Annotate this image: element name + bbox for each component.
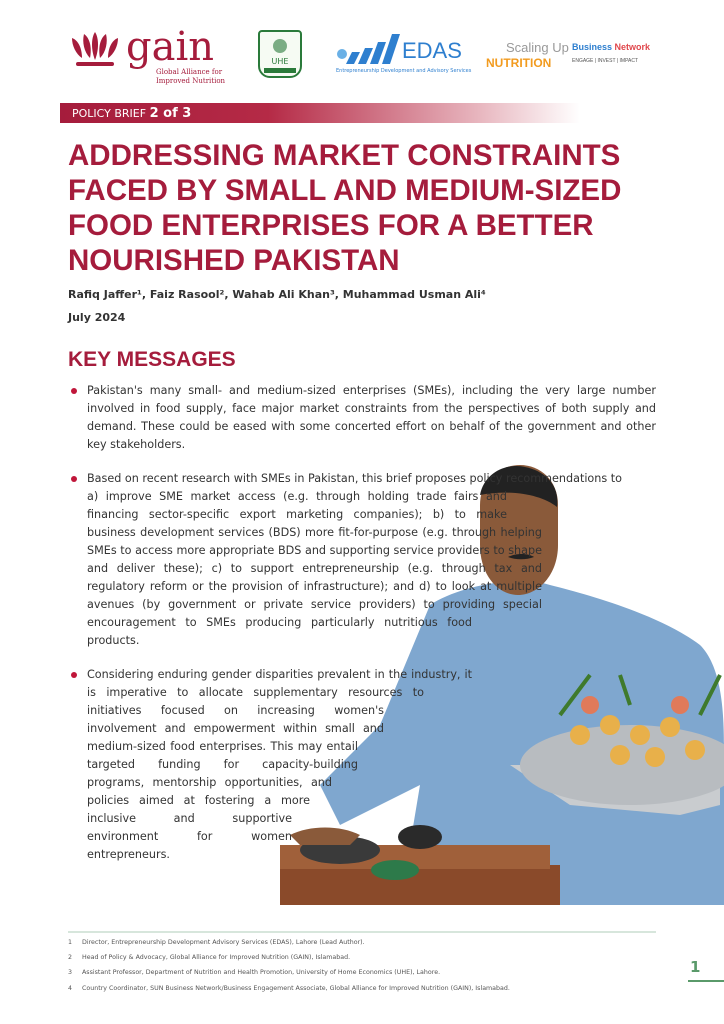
key-messages-list — [70, 382, 656, 902]
page-number: 1 — [690, 958, 701, 976]
key-message-item: Based on recent research with SMEs in Pakistan, this brief proposes policy recommendations to a) improve SME market access (e.g. through holding trade fairs and financing sector-specific export marketing companies); b) to make business development services (BDS) more fit-for-purpose (e.g. through helping SMEs to access more appropriate BDS and supporting service providers to shape and deliver these); c) to support entrepreneurship (e.g. through tax and regulatory reform or the provision of infrastructure); and d) to look at multiple avenues (by government or private service providers) to providing special encouragement to SMEs producing particularly nutritious food products. — [70, 470, 656, 650]
page-number-rule — [688, 980, 724, 982]
authors: Rafiq Jaffer¹, Faiz Rasool², Wahab Ali Khan³, Muhammad Usman Ali⁴ — [68, 288, 486, 301]
partner-logos: gain Global Alliance for Improved Nutrition UHE EDAS Entrepreneurship Development and Advisory Services Scaling Up NUTRITION Business Network ENGAGE | INVEST | IMPACT — [68, 30, 658, 90]
footnote: 3 Assistant Professor, Department of Nutrition and Health Promotion, University of Home Economics (UHE), Lahore. — [68, 969, 441, 976]
footnote: 2 Head of Policy & Advocacy, Global Alliance for Improved Nutrition (GAIN), Islamabad. — [68, 954, 351, 961]
page-title: ADDRESSING MARKET CONSTRAINTS FACED BY SMALL AND MEDIUM-SIZED FOOD ENTERPRISES FOR A BETTER NOURISHED PAKISTAN — [68, 139, 622, 277]
uhe-emblem-logo — [258, 30, 302, 78]
publication-date: July 2024 — [68, 311, 126, 324]
policy-brief-band: POLICY BRIEF 2 of 3 — [60, 103, 580, 123]
key-messages-heading: KEY MESSAGES — [68, 348, 236, 371]
gain-flame-icon — [68, 32, 122, 72]
svg-text:UHE: UHE — [271, 57, 289, 66]
gain-logo: gain Global Alliance for Improved Nutrition — [68, 32, 122, 76]
key-message-item: Pakistan's many small- and medium-sized enterprises (SMEs), including the very large number involved in food supply, face major market constraints from the perspectives of both supply and demand. These could be eased with some concerted effort on behalf of the government and other key stakeholders. — [70, 382, 656, 454]
key-message-item: Considering enduring gender disparities prevalent in the industry, it is imperative to allocate supplementary resources to initiatives focused on increasing women's involvement and empowerment within small and medium-sized food enterprises. This may entail targeted funding for capacity-building programs, mentorship opportunities, and policies aimed at fostering a more inclusive and supportive environment for women entrepreneurs. — [70, 666, 656, 864]
footnote: 1 Director, Entrepreneurship Development Advisory Services (EDAS), Lahore (Lead Author). — [68, 939, 365, 946]
footnote-divider — [68, 931, 656, 933]
edas-bars-icon — [336, 34, 402, 66]
edas-logo: EDAS Entrepreneurship Development and Advisory Services — [336, 34, 402, 70]
footnote: 4 Country Coordinator, SUN Business Network/Business Engagement Associate, Global Alliance for Improved Nutrition (GAIN), Islamabad. — [68, 985, 510, 992]
